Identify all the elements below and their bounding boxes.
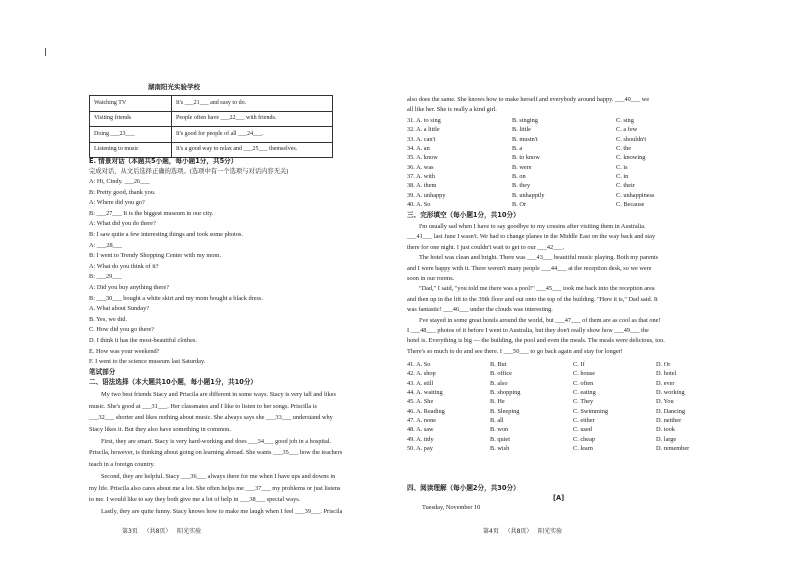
option-choice: B. were: [512, 163, 532, 171]
option-choice: 50. A. pay: [407, 445, 433, 453]
table-row: [90, 111, 333, 127]
option-row: [407, 369, 737, 378]
school-name: 湖南阳光实验学校: [148, 83, 200, 91]
section-2-heading: 二、语法选择（本大题共10小题，每小题1分，共10分）: [89, 378, 258, 386]
option-choice: C. the: [616, 145, 632, 153]
option-choice: D. Dancing: [656, 407, 686, 415]
option-choice: 43. A. still: [407, 379, 434, 387]
option-choice: C. cheap: [573, 435, 596, 443]
dialogue-line: A: Where did you go?: [89, 199, 145, 207]
cloze-line: ___41___ last June I wasn't. We had to change planes in the Middle East on the way back and stay: [407, 233, 656, 241]
passage-line: First, they are smart. Stacy is very hard-working and does ___34___ good job in a hospital.: [101, 437, 332, 445]
option-choice: B. little: [512, 126, 531, 134]
table-description-cell: It's a good way to relax and ___25___ themselves.: [172, 142, 333, 158]
cloze-line: The hotel was clean and bright. There was ___43___ beautiful music playing. Both my parents: [419, 254, 659, 262]
table-description-cell: It's good for people of all ___24___.: [172, 127, 333, 143]
dialogue-line: B: Pretty good, thank you.: [89, 188, 156, 196]
option-row: [407, 191, 707, 200]
option-choice: 38. A. them: [407, 182, 437, 190]
option-row: [407, 181, 707, 190]
option-choice: C. learn: [573, 445, 593, 453]
dialogue-line: D. I think it has the most-beautiful clothes.: [89, 336, 197, 344]
option-choice: C. often: [573, 379, 594, 387]
section-3-heading: 三、完形填空（每小题1分，共10分）: [407, 211, 520, 219]
option-choice: C. used: [573, 426, 592, 434]
option-row: [407, 153, 707, 162]
option-choice: B. But: [490, 361, 507, 368]
section-e-instructions: 完成对话，从文后选择正确的选项。(选项中有一个选项与对话内容无关): [89, 168, 289, 175]
option-row: [407, 200, 707, 209]
option-row: [407, 135, 707, 144]
option-choice: 49. A. tidy: [407, 435, 434, 443]
option-choice: B. also: [490, 379, 508, 387]
option-row: [407, 397, 737, 406]
written-part-label: 笔试部分: [89, 368, 116, 376]
table-description-cell: It's ___21___ and easy to do.: [172, 96, 333, 112]
option-choice: D. remember: [656, 445, 690, 453]
option-choice: 44. A. waiting: [407, 389, 443, 397]
dialogue-line: B: ___27___ It is the biggest museum in our city.: [89, 209, 214, 217]
cloze-line: soon in our rooms.: [407, 274, 455, 282]
option-choice: B. shopping: [490, 389, 521, 397]
section-4-heading: 四、阅读理解（每小题2分，共30分）: [407, 484, 520, 492]
passage-line: to me. I would like to say they both give me a lot of help in ___38___ special ways.: [89, 496, 301, 504]
dialogue-line: F. I went to the science museum last Saturday.: [89, 358, 206, 366]
option-choice: 45. A. She: [407, 398, 434, 406]
option-choice: 35. A. know: [407, 154, 438, 162]
option-choice: B. Or: [512, 201, 526, 209]
table-activity-cell: Visiting friends: [90, 111, 172, 127]
option-choice: 42. A. shop: [407, 370, 436, 378]
option-row: [407, 360, 737, 369]
cloze-line: There's so much to do and see there. I ___50___ to go back again and stay for longer!: [407, 347, 623, 355]
option-row: [407, 388, 737, 397]
cloze-line: I'm usually sad when I have to say goodbye to my cousins after visiting them in Australia.: [419, 223, 646, 230]
option-choice: B. a: [512, 145, 523, 153]
option-choice: B. unhappily: [512, 191, 545, 199]
dialogue-line: A: Hi, Cindy. ___26___: [89, 178, 150, 185]
footer-right: 第4页 （共8页） 阳光实验: [483, 528, 563, 535]
option-row: [407, 163, 707, 172]
option-choice: B. on: [512, 173, 526, 181]
passage-line: teach in a foreign country.: [89, 461, 155, 469]
option-choice: B. singing: [512, 117, 538, 124]
option-choice: B. mustn't: [512, 135, 538, 143]
option-choice: B. quiet: [490, 435, 510, 443]
option-choice: 31. A. to sing: [407, 117, 441, 124]
option-choice: C. a few: [616, 126, 638, 134]
table-row: [90, 142, 333, 158]
option-choice: D. hotel: [656, 370, 677, 378]
option-row: [407, 407, 737, 416]
option-row: [407, 425, 737, 434]
option-choice: C. unhappiness: [616, 191, 655, 199]
option-row: [407, 416, 737, 425]
option-choice: 34. A. an: [407, 145, 430, 153]
option-choice: D. neither: [656, 417, 682, 425]
dialogue-line: B: ___29___: [89, 273, 122, 281]
option-choice: 37. A. with: [407, 173, 435, 181]
dialogue-line: A. What about Sunday?: [89, 305, 150, 313]
option-row: [407, 144, 707, 153]
section-e-heading: E. 情景对话（本题共5小题，每小题1分，共5分）: [89, 157, 238, 165]
option-row: [407, 379, 737, 388]
option-choice: D. Or: [656, 361, 671, 368]
option-choice: B. to know: [512, 154, 540, 162]
option-choice: 40. A. So: [407, 201, 431, 209]
option-choice: C. eating: [573, 389, 596, 397]
grammar-passage: [89, 390, 342, 519]
option-choice: C. their: [616, 182, 635, 190]
option-choice: 46. A. Reading: [407, 407, 445, 415]
option-row: [407, 172, 707, 181]
dialogue-line: C. How did you go there?: [89, 326, 155, 334]
option-choice: C. is: [616, 163, 628, 171]
passage-line: music. She's good at ___31___. Her classmates and I like to listen to her songs. Priscilla is: [89, 402, 317, 410]
option-choice: C. If: [573, 361, 585, 368]
dialogue-line: A: Did you buy anything there?: [89, 283, 169, 291]
table-activity-cell: Doing ___23___: [90, 127, 172, 143]
table-description-cell: People often have ___22___ with friends.: [172, 111, 333, 127]
passage-continued: [407, 95, 649, 114]
option-row: [407, 125, 707, 134]
passage-line: all like her. She is really a kind girl.: [407, 105, 497, 113]
option-choice: C. shouldn't: [616, 135, 647, 143]
option-choice: C. in: [616, 173, 629, 181]
option-choice: 47. A. none: [407, 417, 437, 425]
activity-table: [89, 95, 333, 158]
cloze-line: "Dad," I said, "you told me there was a pool!" ___45___ took me back into the reception area: [419, 285, 655, 293]
dialogue-line: B. Yes, we did.: [89, 315, 127, 323]
passage-line: My two best friends Stacy and Priscila are different in some ways. Stacy is very tall and likes: [101, 391, 336, 398]
option-choice: C. Because: [616, 201, 645, 209]
passage-line: Priscila, however, is thinking about going on learning abroad. She wants ___35___ how the teachers: [89, 449, 343, 457]
option-row: [407, 444, 737, 453]
dialogue-line: A: ___28___: [89, 241, 123, 249]
passage-line: Lastly, they are quite funny. Stacy knows how to make me laugh when I feel ___39___. Priscila: [101, 507, 343, 515]
option-choice: D. took: [656, 426, 675, 434]
cloze-passage: [407, 222, 665, 357]
passage-line: Stacy likes it. But they also have something in common.: [89, 426, 231, 434]
option-choice: D. working: [656, 389, 685, 397]
option-row: [407, 435, 737, 444]
option-choice: 41. A. So: [407, 361, 431, 368]
cloze-line: and I were happy with it. There weren't many people ___44___ at the reception desk, so we were: [407, 264, 652, 272]
option-choice: C. sing: [616, 117, 634, 124]
dialogue-line: B: ___30___ bought a white skirt and my mom bought a black dress.: [89, 294, 264, 302]
option-choice: B. all: [490, 417, 504, 425]
option-choice: C. house: [573, 370, 596, 378]
option-choice: D. ever: [656, 379, 675, 387]
reading-part-a: [A]: [553, 494, 565, 502]
passage-line: also does the same. She knows how to make herself and everybody around happy. ___40___ we: [407, 96, 650, 103]
table-activity-cell: Watching TV: [90, 96, 172, 112]
table-row: [90, 96, 333, 112]
option-choice: B. wish: [490, 445, 510, 453]
dialogue: [89, 177, 263, 368]
dialogue-line: B: I saw quite a few interesting things and took some photos.: [89, 230, 243, 238]
right-page: [397, 0, 794, 561]
option-choice: B. Sleeping: [490, 407, 520, 415]
options-cloze: [407, 360, 737, 453]
option-choice: C. They: [573, 398, 594, 406]
dialogue-line: A: What do you think of it?: [89, 262, 159, 270]
option-choice: C. Swimming: [573, 407, 608, 415]
option-choice: 48. A. saw: [407, 426, 434, 434]
option-choice: 39. A. unhappy: [407, 191, 446, 199]
cloze-line: was fantastic! ___46___ under the clouds was interesting.: [407, 306, 553, 314]
passage-line: ___32___ shorter and likes nothing about music. She always says she ___33___ understand why: [89, 414, 333, 422]
table-row: [90, 127, 333, 143]
option-choice: 33. A. can't: [407, 135, 436, 143]
option-choice: B. office: [490, 370, 512, 378]
cloze-line: and then up in the lift to the 39th floor and out onto the top of the building. "Here it is," Dad said. It: [407, 295, 658, 303]
footer-left: 第3页 （共8页） 阳光实验: [122, 528, 202, 535]
date-line: Tuesday, November 10: [422, 504, 481, 511]
passage-line: Second, they are helpful. Stacy ___36___ always there for me when I have ups and downs in: [101, 472, 336, 480]
scan-mark: [45, 48, 46, 56]
passage-line: my life. Priscila also cares about me a lot. She often helps me ___37___ my problems or just listens: [89, 484, 341, 492]
cloze-line: I ___48___ photos of it before I went to Australia, but they don't really show how ___49___ the: [407, 326, 649, 334]
dialogue-line: B: I went to Trendy Shopping Center with my mom.: [89, 252, 221, 260]
option-row: [407, 116, 707, 125]
dialogue-line: E. How was your weekend?: [89, 347, 160, 355]
option-choice: C. either: [573, 417, 595, 425]
cloze-line: hotel is. Everything is big — the building, the pool and even the meals. The meals were delicious, too.: [407, 337, 665, 345]
option-choice: C. knowing: [616, 154, 646, 162]
option-choice: 36. A. was: [407, 163, 434, 171]
cloze-line: there for one night. I just couldn't wait to get to our ___42___.: [407, 243, 565, 251]
option-choice: B. they: [512, 182, 531, 190]
option-choice: B. won: [490, 426, 509, 434]
option-choice: 32. A. a little: [407, 126, 440, 134]
option-choice: B. He: [490, 398, 505, 406]
options-grammar: [407, 116, 707, 209]
option-choice: D. You: [656, 398, 674, 406]
table-activity-cell: Listening to music: [90, 142, 172, 158]
dialogue-line: A: What did you do there?: [89, 220, 156, 228]
cloze-line: I've stayed in some great hotels around the world, but ___47___ of them are as cool as that one!: [419, 316, 661, 324]
option-choice: D. large: [656, 435, 677, 443]
